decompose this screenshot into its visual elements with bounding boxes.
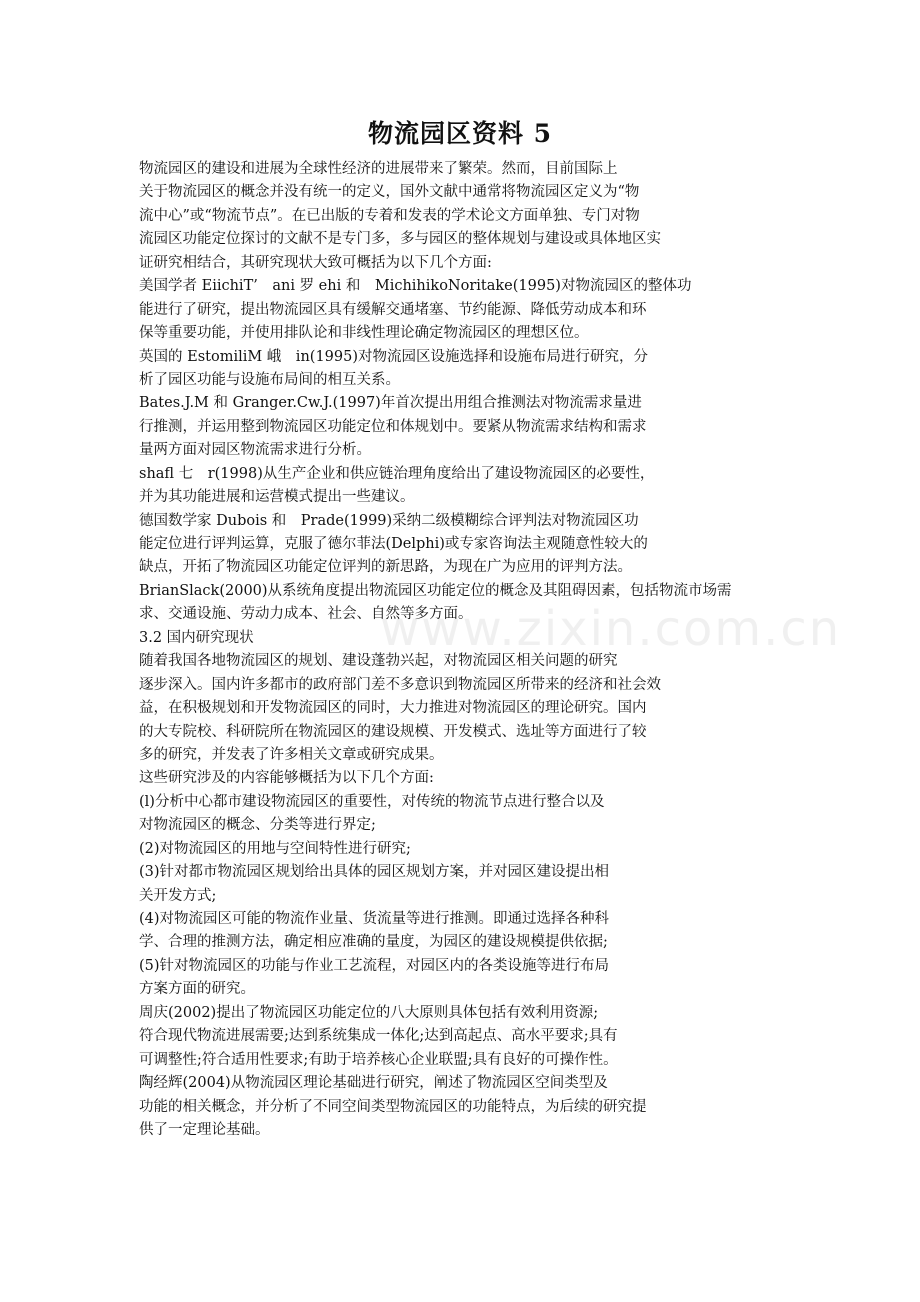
text-line: 陶经辉(2004)从物流园区理论基础进行研究，阐述了物流园区空间类型及 [139, 1075, 608, 1092]
watermark: www.zixin.com.cn [380, 601, 842, 657]
text-line: 关开发方式; [139, 887, 217, 904]
text-line: 物流园区的建设和进展为全球性经济的进展带来了繁荣。然而，目前国际上 [139, 161, 618, 177]
text-line: 功能的相关概念，并分析了不同空间类型物流园区的功能特点，为后续的研究提 [139, 1098, 647, 1115]
text-line: 随着我国各地物流园区的规划、建设蓬勃兴起，对物流园区相关问题的研究 [139, 653, 618, 670]
text-line: (l)分析中心都市建设物流园区的重要性，对传统的物流节点进行整合以及 [139, 793, 605, 810]
text-line: 3.2 国内研究现状 [139, 629, 254, 646]
text-line: 对物流园区的概念、分类等进行界定; [139, 817, 376, 834]
text-line: (2)对物流园区的用地与空间特性进行研究; [139, 840, 411, 857]
text-line: 并为其功能进展和运营模式提出一些建议。 [139, 489, 415, 506]
text-line: 供了一定理论基础。 [139, 1121, 270, 1138]
text-line: 关于物流园区的概念并没有统一的定义，国外文献中通常将物流园区定义为“物 [139, 184, 640, 201]
text-line: 缺点，开拓了物流园区功能定位评判的新思路，为现在广为应用的评判方法。 [139, 559, 632, 576]
document-title: 物流园区资料 5 [367, 119, 553, 148]
text-line: 美国学者 EiichiT’ ani 罗 ehi 和 MichihikoNoritake(1995)对物流园区的整体功 [139, 278, 692, 295]
text-line: 符合现代物流进展需要;达到系统集成一体化;达到高起点、高水平要求;具有 [139, 1028, 618, 1045]
text-line: 学、合理的推测方法，确定相应准确的量度，为园区的建设规模提供依据; [139, 934, 608, 951]
text-line: (5)针对物流园区的功能与作业工艺流程，对园区内的各类设施等进行布局 [139, 957, 610, 974]
text-line: 周庆(2002)提出了物流园区功能定位的八大原则具体包括有效利用资源; [139, 1004, 599, 1021]
text-line: 方案方面的研究。 [139, 981, 255, 998]
text-line: shafl 七 r(1998)从生产企业和供应链治理角度给出了建设物流园区的必要性， [139, 465, 655, 482]
text-line: 这些研究涉及的内容能够概括为以下几个方面: [139, 770, 434, 787]
text-line: 能进行了研究，提出物流园区具有缓解交通堵塞、节约能源、降低劳动成本和环 [139, 301, 647, 318]
text-line: (4)对物流园区可能的物流作业量、货流量等进行推测。即通过选择各种科 [139, 911, 610, 927]
text-line: 行推测，并运用整到物流园区功能定位和体规划中。要紧从物流需求结构和需求 [139, 418, 647, 435]
text-line: 求、交通设施、劳动力成本、社会、自然等多方面。 [139, 606, 473, 623]
text-line: 英国的 EstomiliM 峨 in(1995)对物流园区设施选择和设施布局进行研究，分 [139, 348, 648, 365]
text-line: 德国数学家 Dubois 和 Prade(1999)采纳二级模糊综合评判法对物流园区功 [139, 512, 639, 529]
text-line: 流园区功能定位探讨的文献不是专门多，多与园区的整体规划与建设或具体地区实 [139, 231, 661, 248]
text-line: 证研究相结合，其研究现状大致可概括为以下几个方面: [139, 254, 492, 271]
text-line: 析了园区功能与设施布局间的相互关系。 [139, 371, 400, 388]
text-line: 可调整性;符合适用性要求;有助于培养核心企业联盟;具有良好的可操作性。 [139, 1051, 618, 1068]
text-line: 的大专院校、科研院所在物流园区的建设规模、开发模式、选址等方面进行了较 [139, 723, 647, 740]
text-line: BrianSlack(2000)从系统角度提出物流园区功能定位的概念及其阻碍因素，包括物流市场需 [139, 582, 732, 599]
text-line: 量两方面对园区物流需求进行分析。 [139, 442, 371, 459]
text-line: 逐步深入。国内许多都市的政府部门差不多意识到物流园区所带来的经济和社会效 [139, 676, 661, 693]
text-line: (3)针对都市物流园区规划给出具体的园区规划方案，并对园区建设提出相 [139, 864, 610, 881]
text-line: 益，在积极规划和开发物流园区的同时，大力推进对物流园区的理论研究。国内 [139, 700, 647, 717]
text-line: 多的研究，并发表了许多相关文章或研究成果。 [139, 746, 444, 763]
text-line: 能定位进行评判运算，克服了德尔菲法(Delphi)或专家咨询法主观随意性较大的 [139, 536, 648, 552]
text-line: Bates.J.M 和 Granger.Cw.J.(1997)年首次提出用组合推测法对物流需求量进 [139, 395, 642, 412]
document-body [139, 158, 899, 1142]
text-line: 流中心”或“物流节点”。在已出版的专着和发表的学术论文方面单独、专门对物 [139, 207, 640, 224]
text-line: 保等重要功能，并使用排队论和非线性理论确定物流园区的理想区位。 [139, 325, 589, 342]
